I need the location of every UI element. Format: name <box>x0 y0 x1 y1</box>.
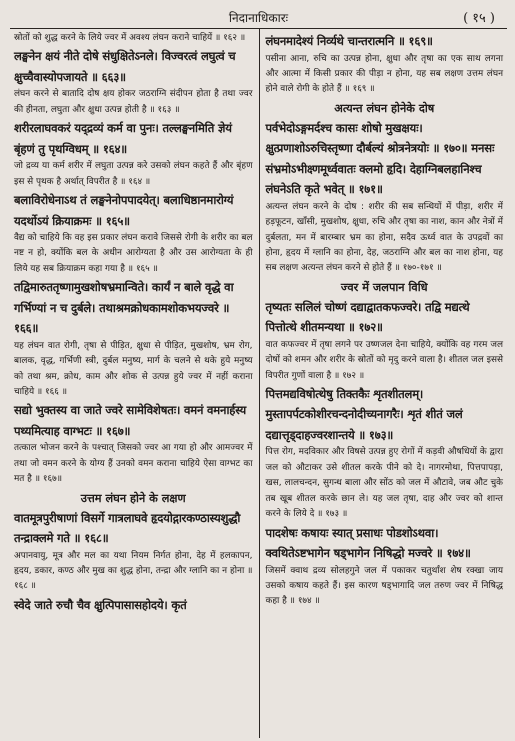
hindi-commentary: वैद्य को चाहिये कि वह इस प्रकार लंघन करावे जिससे रोगी के शरीर का बल नष्ट न हो, क्योंकि बल के अधीन आरोग्यता है और उस आरोग्यता के ही लिये यह सब क्रियाक्रम कहा गया है ॥ १६५ ॥ <box>14 233 253 274</box>
sanskrit-verse: तृष्यतः सलिलं चोष्णं दद्याद्वातकफज्वरे। तद्वि मद्यत्थे पित्तोत्थे शीतमन्यथा ॥ १७२॥ <box>265 299 470 335</box>
sanskrit-verse: सद्यो भुक्तस्य वा जाते ज्वरे सामेविशेषतः। वमनं वमनार्हस्य पथ्यमित्याह वाग्भटः ॥ १६७॥ <box>14 403 247 438</box>
sanskrit-verse: स्वेदे जाते रुचौ चैव क्षुत्पिपासासहोदये। कृतं <box>14 597 187 612</box>
page-number: ( १५ ) <box>463 11 495 26</box>
hindi-commentary: पित्त रोग, मदविकार और विषसे उत्पन्न हुए रोगों में कड़वी औषधियों के द्वारा जल को औटाकर उसे शीतल करके पीने को दे। नागरमोथा, पित्तपापड़ा, खस, लालचन्दन, सुगन्ध बाला और सोंठ को जल में औटावे, जब औट चुके तब खूब शीतल करके छान ले। यह जल तृषा, दाह और ज्वर को शान्त करने के लिये दे ॥ १७३ ॥ <box>265 447 503 520</box>
page-header <box>10 6 507 29</box>
sanskrit-verse: शरीरलाघवकरं यद्द्रव्यं कर्म वा पुनः। तल्लङ्घनमिति ज्ञेयं बृंहणं तु पृथग्विधम् ॥ १६४॥ <box>14 121 232 156</box>
section-heading: अत्यन्त लंघन होनेके दोष <box>334 100 435 115</box>
sanskrit-verse: तद्विमारुततृष्णामुखशोषभ्रमान्विते। कार्यं न बाले वृद्धे वा गर्भिण्यां न च दुर्बले। तथाश्रमक्रोधकामशोकभयज्वरे ॥ १६६॥ <box>14 280 234 336</box>
sanskrit-verse: लंघनमादेश्यं निर्व्यथे चान्तरात्मनि ॥ १६९॥ <box>265 34 433 48</box>
hindi-commentary: अत्यन्त लंघन करने के दोष : शरीर की सब सन्धियों में पीड़ा, शरीर में हड़फूटन, खाँसी, मुखशोष, क्षुधा, रुचि और तृषा का नाश, कान और नेत्रों में दुर्बलता, मन में बारम्बार भ्रम का होना, सदैव ऊर्ध्व वात के उपद्रवों का होना, हृदय में ग्लानि का होना, देह, जठराग्नि और बल का नाश होना, यह सब लक्षण अत्यन्त लंघन करने से होते हैं ॥ १७०-१७१ ॥ <box>265 201 503 274</box>
sanskrit-verse: पर्वभेदोऽङ्गमर्दश्च कासः शोषो मुखक्षयः। क्षुत्प्रणाशोऽरुचिस्तृष्णा दौर्बल्यं श्रोत्रनेत्रयोः ॥ १७०॥ मनसः संभ्रमोऽभीक्ष्णमूर्ध्ववातः क्लमो हृदि। देहाग्निबलहानिश्च लंघनेऽति कृते भवेत् ॥ १७१॥ <box>265 120 495 197</box>
hindi-commentary: लंघन करने से बातादि दोष क्षय होकर जठराग्नि संदीपन होता है तथा ज्वर की हीनता, लघुता और क्षुधा उत्पन्न होती है ॥ १६३ ॥ <box>14 89 253 115</box>
sanskrit-verse: लङ्घनेन क्षयं नीते दोषे संधुक्षितेऽनले। विज्वरत्वं लघुत्वं च क्षुच्चैवास्योपजायते ॥ ६६३॥ <box>14 49 236 84</box>
hindi-commentary: अपानवायु, मूत्र और मल का यथा नियम निर्गत होना, देह में हलकापन, हृदय, डकार, कण्ठ और मुख का शुद्ध होना, तन्द्रा और ग्लानि का न होना ॥ १६८ ॥ <box>14 550 253 592</box>
section-heading: उत्तम लंघन होने के लक्षण <box>80 490 186 505</box>
sanskrit-verse: पादशेषः कषायः स्यात् प्रसाधः पोडशोऽथवा। क्वथितेऽष्टभागेन षड्भागेन निषिद्धो मज्वरे ॥ १७४॥ <box>265 525 471 560</box>
chapter-title: निदानाधिकारः <box>228 11 289 25</box>
left-column <box>10 29 259 738</box>
hindi-commentary: पसीना आना, रुचि का उत्पन्न होना, क्षुधा और तृषा का एक साथ लगना और आत्मा में किसी प्रकार की पीड़ा न होना, यह सब लक्षण उत्तम लंघन होने वाले रोगी के होते हैं ॥ १६९ ॥ <box>265 53 503 95</box>
hindi-commentary: जो द्रव्य या कर्म शरीर में लघुता उत्पन्न करे उसको लंघन कहते हैं और बृंहण इस से पृथक है अर्थात् विपरीत है ॥ १६४ ॥ <box>14 161 253 187</box>
sanskrit-verse: बलाविरोधेनाऽथ तं लङ्घनेनोपपादयेत्। बलाधिष्ठानमारोग्यं यदर्थोऽयं क्रियाक्रमः ॥ १६५॥ <box>14 193 234 228</box>
sanskrit-verse: पित्तमद्यविषोत्थेषु तिक्तकैः शृतशीतलम्। मुस्तापर्पटकोशीरचन्दनोदीच्यनागरैः। शृतं शीतं जलं दद्यात्तृड्दाहज्वरशान्तये ॥ १७३॥ <box>265 386 463 442</box>
hindi-commentary: यह लंघन वात रोगी, तृषा से पीड़ित, क्षुधा से पीड़ित, मुखशोष, भ्रम रोग, बालक, वृद्ध, गर्भिणी स्त्री, दुर्बल मनुष्य, मार्ग के चलने से थके हुये मनुष्य को तथा श्रम, क्रोध, काम और शोक से उत्पन्न हुये ज्वर में नहीं कराना चाहिये ॥ १६६ ॥ <box>14 340 253 397</box>
right-column <box>259 29 508 738</box>
hindi-commentary: वात कफज्वर में तृषा लगने पर उष्णजल देना चाहिये, क्योंकि वह गरम जल दोषों को शमन और शरीर के स्रोतों को मृदु करने वाला है। शीतल जल इससे विपरीत गुणों वाला है ॥ १७२ ॥ <box>265 339 503 381</box>
hindi-commentary: जिसमें क्वाथ द्रव्य सोलहगुने जल में पकाकर चतुर्थांश शेष रक्खा जाय उसको कषाय कहते हैं। इस कारण षड्भागादि जल तरुण ज्वर में निषिद्ध कहा है ॥ १७४ ॥ <box>265 565 503 607</box>
hindi-commentary: तत्काल भोजन करने के पश्चात् जिसको ज्वर आ गया हो और आमज्वर में तथा जो वमन करने के योग्य हैं उनको वमन कराना चाहिये ऐसा वाग्भट का मत है ॥ १६७॥ <box>14 443 253 485</box>
text-columns <box>10 29 507 738</box>
section-heading: ज्वर में जलपान विधि <box>340 279 428 294</box>
sanskrit-verse: वातमूत्रपुरीषाणां विसर्गे गात्रलाघवे हृदयोद्गारकण्ठास्यशुद्धौ तन्द्राक्लमे गते ॥ १६८॥ <box>14 510 241 546</box>
hindi-commentary: स्रोतों को शुद्ध करने के लिये ज्वर में अवश्य लंघन कराने चाहियें ॥ १६२ ॥ <box>14 33 246 43</box>
